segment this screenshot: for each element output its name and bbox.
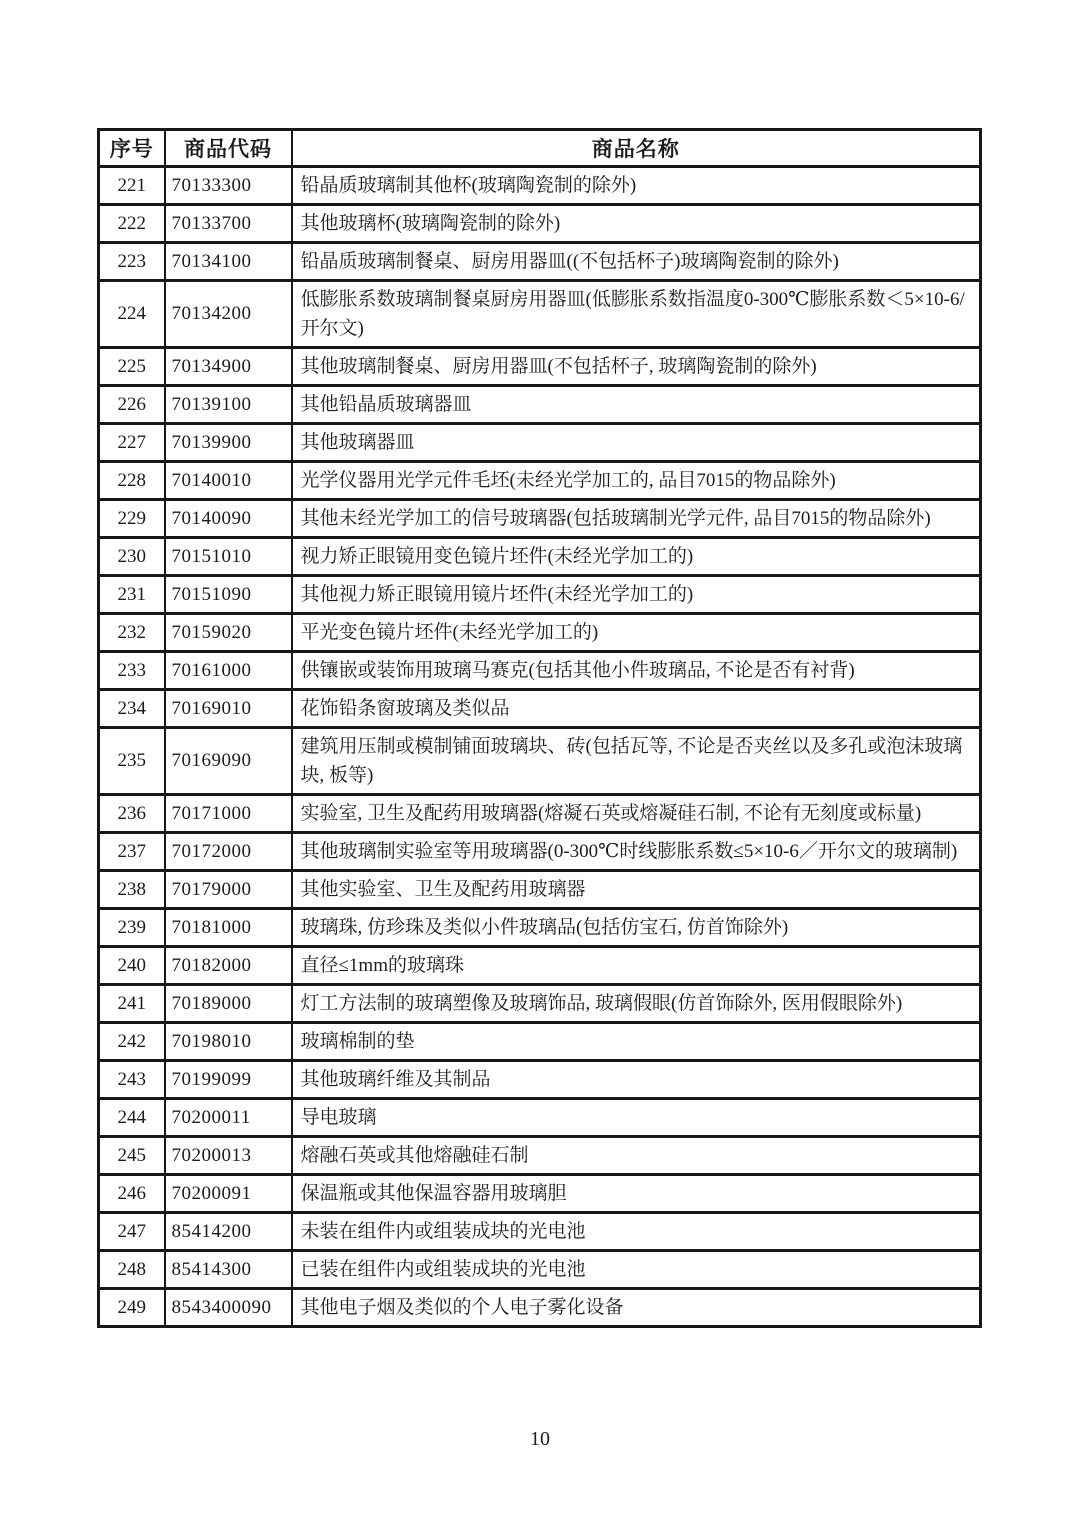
commodity-name-cell: 其他未经光学加工的信号玻璃器(包括玻璃制光学元件, 品目7015的物品除外) <box>292 500 981 538</box>
serial-number-cell: 243 <box>99 1061 165 1099</box>
commodity-name-cell: 其他电子烟及类似的个人电子雾化设备 <box>292 1289 981 1327</box>
table-row <box>99 871 981 909</box>
commodity-name-cell: 已装在组件内或组装成块的光电池 <box>292 1251 981 1289</box>
serial-number-cell: 234 <box>99 690 165 728</box>
commodity-code-cell: 8543400090 <box>165 1289 292 1327</box>
commodity-name-cell: 玻璃珠, 仿珍珠及类似小件玻璃品(包括仿宝石, 仿首饰除外) <box>292 909 981 947</box>
commodity-name-cell: 其他玻璃杯(玻璃陶瓷制的除外) <box>292 205 981 243</box>
commodity-code-cell: 70172000 <box>165 833 292 871</box>
commodity-code-cell: 70139100 <box>165 386 292 424</box>
table-row <box>99 1213 981 1251</box>
table-row <box>99 909 981 947</box>
serial-number-cell: 249 <box>99 1289 165 1327</box>
table-row <box>99 243 981 281</box>
serial-number-cell: 223 <box>99 243 165 281</box>
serial-number-cell: 236 <box>99 795 165 833</box>
commodity-name-cell: 光学仪器用光学元件毛坯(未经光学加工的, 品目7015的物品除外) <box>292 462 981 500</box>
table-row <box>99 690 981 728</box>
commodity-code-cell: 70200013 <box>165 1137 292 1175</box>
commodity-code-cell: 70179000 <box>165 871 292 909</box>
table-row <box>99 1175 981 1213</box>
commodity-table <box>97 128 982 1328</box>
commodity-name-cell: 直径≤1mm的玻璃珠 <box>292 947 981 985</box>
commodity-name-cell: 未装在组件内或组装成块的光电池 <box>292 1213 981 1251</box>
serial-number-cell: 224 <box>99 281 165 348</box>
commodity-name-cell: 玻璃棉制的垫 <box>292 1023 981 1061</box>
serial-number-cell: 246 <box>99 1175 165 1213</box>
commodity-code-cell: 70200011 <box>165 1099 292 1137</box>
commodity-name-cell: 建筑用压制或模制铺面玻璃块、砖(包括瓦等, 不论是否夹丝以及多孔或泡沫玻璃块, 板等) <box>292 728 981 795</box>
commodity-code-cell: 85414200 <box>165 1213 292 1251</box>
commodity-code-cell: 70139900 <box>165 424 292 462</box>
table-row <box>99 348 981 386</box>
commodity-name-cell: 花饰铅条窗玻璃及类似品 <box>292 690 981 728</box>
table-row <box>99 424 981 462</box>
commodity-code-cell: 70169010 <box>165 690 292 728</box>
serial-number-cell: 239 <box>99 909 165 947</box>
serial-number-cell: 244 <box>99 1099 165 1137</box>
commodity-name-cell: 平光变色镜片坯件(未经光学加工的) <box>292 614 981 652</box>
serial-number-cell: 230 <box>99 538 165 576</box>
commodity-code-cell: 70140090 <box>165 500 292 538</box>
commodity-code-cell: 70169090 <box>165 728 292 795</box>
commodity-name-cell: 铅晶质玻璃制其他杯(玻璃陶瓷制的除外) <box>292 167 981 205</box>
table-row <box>99 1251 981 1289</box>
table-row <box>99 833 981 871</box>
table-row <box>99 386 981 424</box>
commodity-code-cell: 70134100 <box>165 243 292 281</box>
commodity-code-cell: 70189000 <box>165 985 292 1023</box>
table-row <box>99 614 981 652</box>
serial-number-cell: 231 <box>99 576 165 614</box>
serial-number-cell: 237 <box>99 833 165 871</box>
commodity-code-cell: 70171000 <box>165 795 292 833</box>
commodity-name-cell: 保温瓶或其他保温容器用玻璃胆 <box>292 1175 981 1213</box>
serial-number-cell: 225 <box>99 348 165 386</box>
commodity-code-cell: 70199099 <box>165 1061 292 1099</box>
serial-number-cell: 226 <box>99 386 165 424</box>
table-row <box>99 1061 981 1099</box>
header-row <box>99 130 981 167</box>
table-row <box>99 167 981 205</box>
commodity-code-cell: 70181000 <box>165 909 292 947</box>
serial-number-cell: 248 <box>99 1251 165 1289</box>
commodity-name-cell: 其他玻璃制餐桌、厨房用器皿(不包括杯子, 玻璃陶瓷制的除外) <box>292 348 981 386</box>
table-row <box>99 1099 981 1137</box>
table-body <box>99 167 981 1327</box>
serial-number-cell: 235 <box>99 728 165 795</box>
commodity-code-cell: 85414300 <box>165 1251 292 1289</box>
serial-number-cell: 232 <box>99 614 165 652</box>
commodity-code-cell: 70159020 <box>165 614 292 652</box>
table-row <box>99 795 981 833</box>
commodity-code-cell: 70133700 <box>165 205 292 243</box>
commodity-name-cell: 其他玻璃制实验室等用玻璃器(0-300℃时线膨胀系数≤5×10-6／开尔文的玻璃制) <box>292 833 981 871</box>
serial-number-cell: 227 <box>99 424 165 462</box>
serial-number-cell: 228 <box>99 462 165 500</box>
commodity-name-cell: 铅晶质玻璃制餐桌、厨房用器皿((不包括杯子)玻璃陶瓷制的除外) <box>292 243 981 281</box>
commodity-code-cell: 70151090 <box>165 576 292 614</box>
serial-number-cell: 247 <box>99 1213 165 1251</box>
table-row <box>99 728 981 795</box>
header-commodity-name: 商品名称 <box>292 130 981 167</box>
header-serial-number: 序号 <box>99 130 165 167</box>
commodity-code-cell: 70151010 <box>165 538 292 576</box>
commodity-code-cell: 70200091 <box>165 1175 292 1213</box>
commodity-name-cell: 其他视力矫正眼镜用镜片坯件(未经光学加工的) <box>292 576 981 614</box>
commodity-code-cell: 70161000 <box>165 652 292 690</box>
commodity-code-cell: 70134900 <box>165 348 292 386</box>
commodity-name-cell: 其他玻璃纤维及其制品 <box>292 1061 981 1099</box>
commodity-name-cell: 其他实验室、卫生及配药用玻璃器 <box>292 871 981 909</box>
commodity-code-cell: 70134200 <box>165 281 292 348</box>
serial-number-cell: 238 <box>99 871 165 909</box>
commodity-code-cell: 70140010 <box>165 462 292 500</box>
commodity-name-cell: 其他玻璃器皿 <box>292 424 981 462</box>
serial-number-cell: 222 <box>99 205 165 243</box>
commodity-name-cell: 实验室, 卫生及配药用玻璃器(熔凝石英或熔凝硅石制, 不论有无刻度或标量) <box>292 795 981 833</box>
table-row <box>99 1023 981 1061</box>
commodity-name-cell: 灯工方法制的玻璃塑像及玻璃饰品, 玻璃假眼(仿首饰除外, 医用假眼除外) <box>292 985 981 1023</box>
table-row <box>99 947 981 985</box>
table-row <box>99 985 981 1023</box>
serial-number-cell: 221 <box>99 167 165 205</box>
table-row <box>99 500 981 538</box>
serial-number-cell: 245 <box>99 1137 165 1175</box>
table-row <box>99 652 981 690</box>
header-commodity-code: 商品代码 <box>165 130 292 167</box>
commodity-name-cell: 导电玻璃 <box>292 1099 981 1137</box>
table-row <box>99 576 981 614</box>
table-row <box>99 281 981 348</box>
commodity-code-cell: 70198010 <box>165 1023 292 1061</box>
table-row <box>99 1137 981 1175</box>
serial-number-cell: 233 <box>99 652 165 690</box>
serial-number-cell: 240 <box>99 947 165 985</box>
commodity-name-cell: 供镶嵌或装饰用玻璃马赛克(包括其他小件玻璃品, 不论是否有衬背) <box>292 652 981 690</box>
commodity-name-cell: 视力矫正眼镜用变色镜片坯件(未经光学加工的) <box>292 538 981 576</box>
commodity-code-cell: 70133300 <box>165 167 292 205</box>
serial-number-cell: 229 <box>99 500 165 538</box>
serial-number-cell: 242 <box>99 1023 165 1061</box>
commodity-name-cell: 其他铅晶质玻璃器皿 <box>292 386 981 424</box>
table-row <box>99 538 981 576</box>
serial-number-cell: 241 <box>99 985 165 1023</box>
commodity-name-cell: 低膨胀系数玻璃制餐桌厨房用器皿(低膨胀系数指温度0-300℃膨胀系数＜5×10-6/开尔文) <box>292 281 981 348</box>
table-row <box>99 205 981 243</box>
table-header <box>99 130 981 167</box>
table-row <box>99 1289 981 1327</box>
commodity-code-cell: 70182000 <box>165 947 292 985</box>
table-row <box>99 462 981 500</box>
page-number: 10 <box>530 1428 550 1450</box>
commodity-name-cell: 熔融石英或其他熔融硅石制 <box>292 1137 981 1175</box>
